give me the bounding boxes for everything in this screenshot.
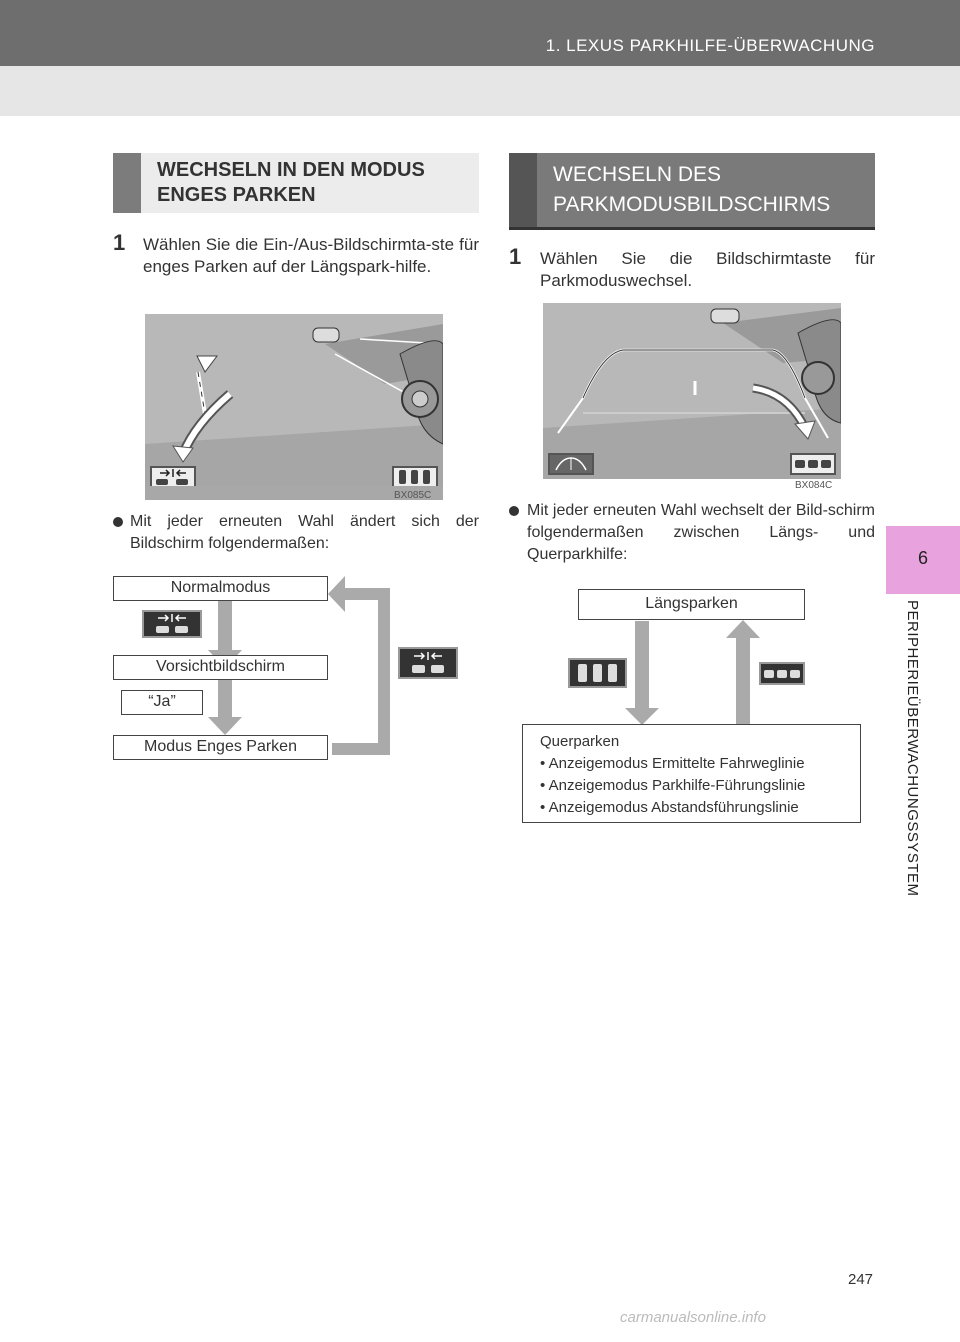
flow-normal-mode: Normalmodus [113,576,328,601]
bullet-text-left: Mit jeder erneuten Wahl ändert sich der Bildschirm folgendermaßen: [130,513,479,552]
figure-code-right: BX084C [795,480,833,491]
flow-yes: “Ja” [121,690,203,715]
trajectory-icon-glyph [550,455,592,473]
header-subband [0,66,960,116]
quer-item: • Anzeigemodus Parkhilfe-Führungslinie [540,777,806,794]
step-text: Wählen Sie die Bildschirmtaste für Parkmoduswechsel. [540,249,875,290]
step-number: 1 [113,230,126,255]
figure-code-left: BX085C [394,490,432,501]
parking-mode-switch-icon[interactable] [392,466,438,488]
chapter-tab-number: 6 [917,548,928,568]
bullet-text-right: Mit jeder erneuten Wahl wechselt der Bild-schirm folgendermaßen zwischen Längs- und Querparkhilfe: [527,502,875,563]
step-number: 1 [509,244,522,269]
flow-perpendicular-parking [522,724,861,823]
heading-line-2: ENGES PARKEN [157,184,316,206]
flow-narrow-mode: Modus Enges Parken [113,735,328,760]
perpendicular-parking-icon [792,455,834,473]
flow-parallel-parking: Längsparken [578,589,805,620]
quer-item: • Anzeigemodus Abstandsführungslinie [540,799,799,816]
section-heading-narrow-parking [113,153,479,213]
camera-screen-left [145,314,443,500]
camera-screen-right [543,303,841,479]
narrow-parking-icon-side [398,647,458,679]
narrow-parking-icon-glyph [152,468,194,486]
narrow-parking-icon-svg [144,612,200,636]
narrow-parking-icon-side-svg [400,649,456,677]
flow-caution-screen: Vorsichtbildschirm [113,655,328,680]
step-text: Wählen Sie die Ein-/Aus-Bildschirmta-ste für enges Parken auf der Längspark-hilfe. [143,235,479,276]
chapter-tab[interactable] [886,526,960,594]
chapter-title: 1. LEXUS PARKHILFE-ÜBERWACHUNG [545,36,875,55]
section-heading-parking-mode [509,153,875,227]
page-number: 247 [848,1271,874,1288]
heading-underline [509,227,875,230]
narrow-parking-toggle-icon[interactable] [150,466,196,488]
chapter-vertical-label: PERIPHERIEÜBERWACHUNGSSYSTEM [904,600,921,897]
heading-line-1: WECHSELN DES [553,163,722,186]
parallel-mode-icon-svg [761,664,803,683]
quer-title: Querparken [540,733,620,750]
heading-text [157,158,425,208]
trajectory-view-icon[interactable] [548,453,594,475]
watermark: carmanualsonline.info [620,1309,766,1326]
header-band [0,0,960,66]
heading-text [553,160,830,220]
parking-mode-switch-button[interactable] [790,453,836,475]
heading-bar [509,153,537,227]
quer-item: • Anzeigemodus Ermittelte Fahrweglinie [540,755,805,772]
heading-line-2: PARKMODUSBILDSCHIRMS [553,193,831,216]
parallel-mode-icon [759,662,805,685]
perpendicular-mode-icon [568,658,627,688]
bullet-dot [113,517,123,527]
narrow-parking-icon [142,610,202,638]
parking-mode-icon-glyph [394,468,436,486]
bullet-dot [509,506,519,516]
heading-bar [113,153,141,213]
heading-line-1: WECHSELN IN DEN MODUS [157,159,425,181]
perpendicular-mode-icon-svg [570,660,625,686]
